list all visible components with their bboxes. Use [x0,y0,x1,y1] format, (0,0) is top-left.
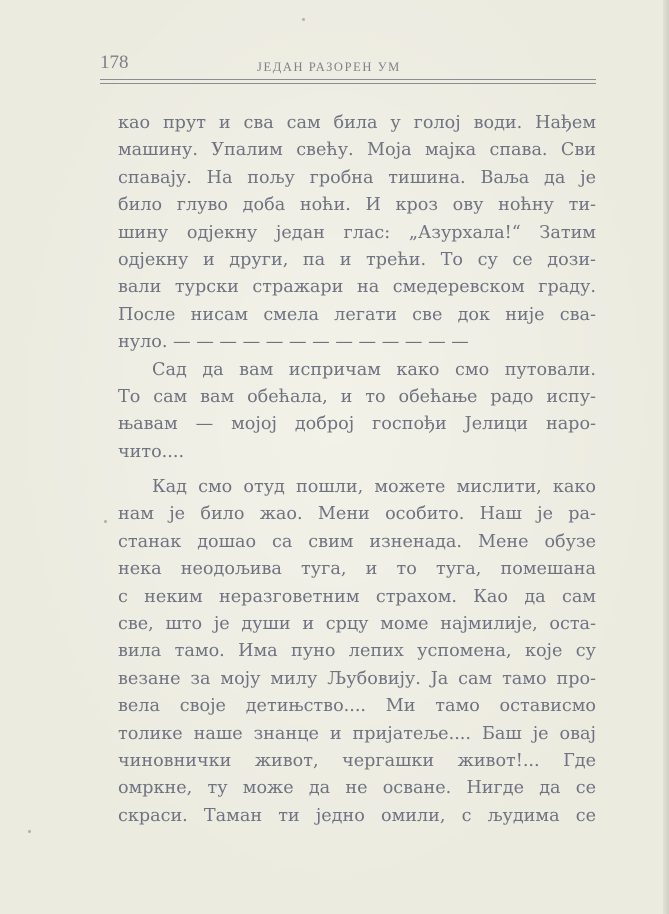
text-line: машину. Упалим свећу. Моја мајка спава. Сви [118,140,596,161]
text-line: било глуво доба ноћи. И кроз ову ноћну ти- [118,195,596,216]
paragraph-gap [118,466,596,474]
text-line: То сам вам обећала, и то обећање радо испу- [118,386,596,407]
text-line: чито.... [118,441,185,462]
paper-speck [28,830,31,833]
text-line: везане за моју милу Љубовију. Ја сам тамо про- [118,668,596,689]
text-line: нам је било жао. Мени особито. Наш је ра- [118,504,596,525]
text-line: чиновнички живот, чергашки живот!... Где [118,750,596,771]
text-line: све, што је души и срцу моме најмилије, оста- [118,614,596,635]
text-line: Кад смо отуд пошли, можете мислити, како [152,477,596,498]
header-rule-second [100,83,596,84]
text-line: као прут и сва сам била у голој води. Нађем [118,113,596,133]
page-number: 178 [100,52,129,73]
text-line: омркне, ту може да не осване. Нигде да се [118,778,596,799]
text-line: После нисам смела легати све док није сва- [118,304,596,325]
page-edge [663,0,669,914]
header-rule [100,79,596,80]
text-line: толике наше знанце и пријатеље.... Баш је овај [118,723,596,744]
text-line: шину одјекну један глас: „Азурхала!“ Затим [118,222,596,243]
text-line: нека неодољива туга, и то туга, помешана [118,559,596,580]
running-title: ЈЕДАН РАЗОРЕН УМ [257,60,401,74]
text-line: скраси. Таман ти једно омили, с људима се [118,805,596,826]
paper-speck [302,18,305,21]
text-line: с неким неразговетним страхом. Као да сам [118,586,596,607]
text-line: вела своје детињство.... Ми тамо остависмо [118,696,596,717]
text-line: њавам — мојој доброј госпођи Јелици наро- [118,414,596,435]
text-line: вила тамо. Има пуно лепих успомена, које су [118,641,596,662]
text-line: станак дошао са свим изненада. Мене обузе [118,531,596,552]
text-line: нуло. — — — — — — — — — — — — — [118,332,469,353]
paper-speck [104,520,107,523]
text-line: одјекну и други, па и трећи. То су се дози- [118,249,596,270]
text-line: вали турски стражари на смедеревском граду. [118,277,596,298]
body-text [118,110,596,830]
text-line: Сад да вам испричам како смо путовали. [152,359,596,380]
text-line: спавају. На пољу гробна тишина. Ваља да је [118,167,596,188]
